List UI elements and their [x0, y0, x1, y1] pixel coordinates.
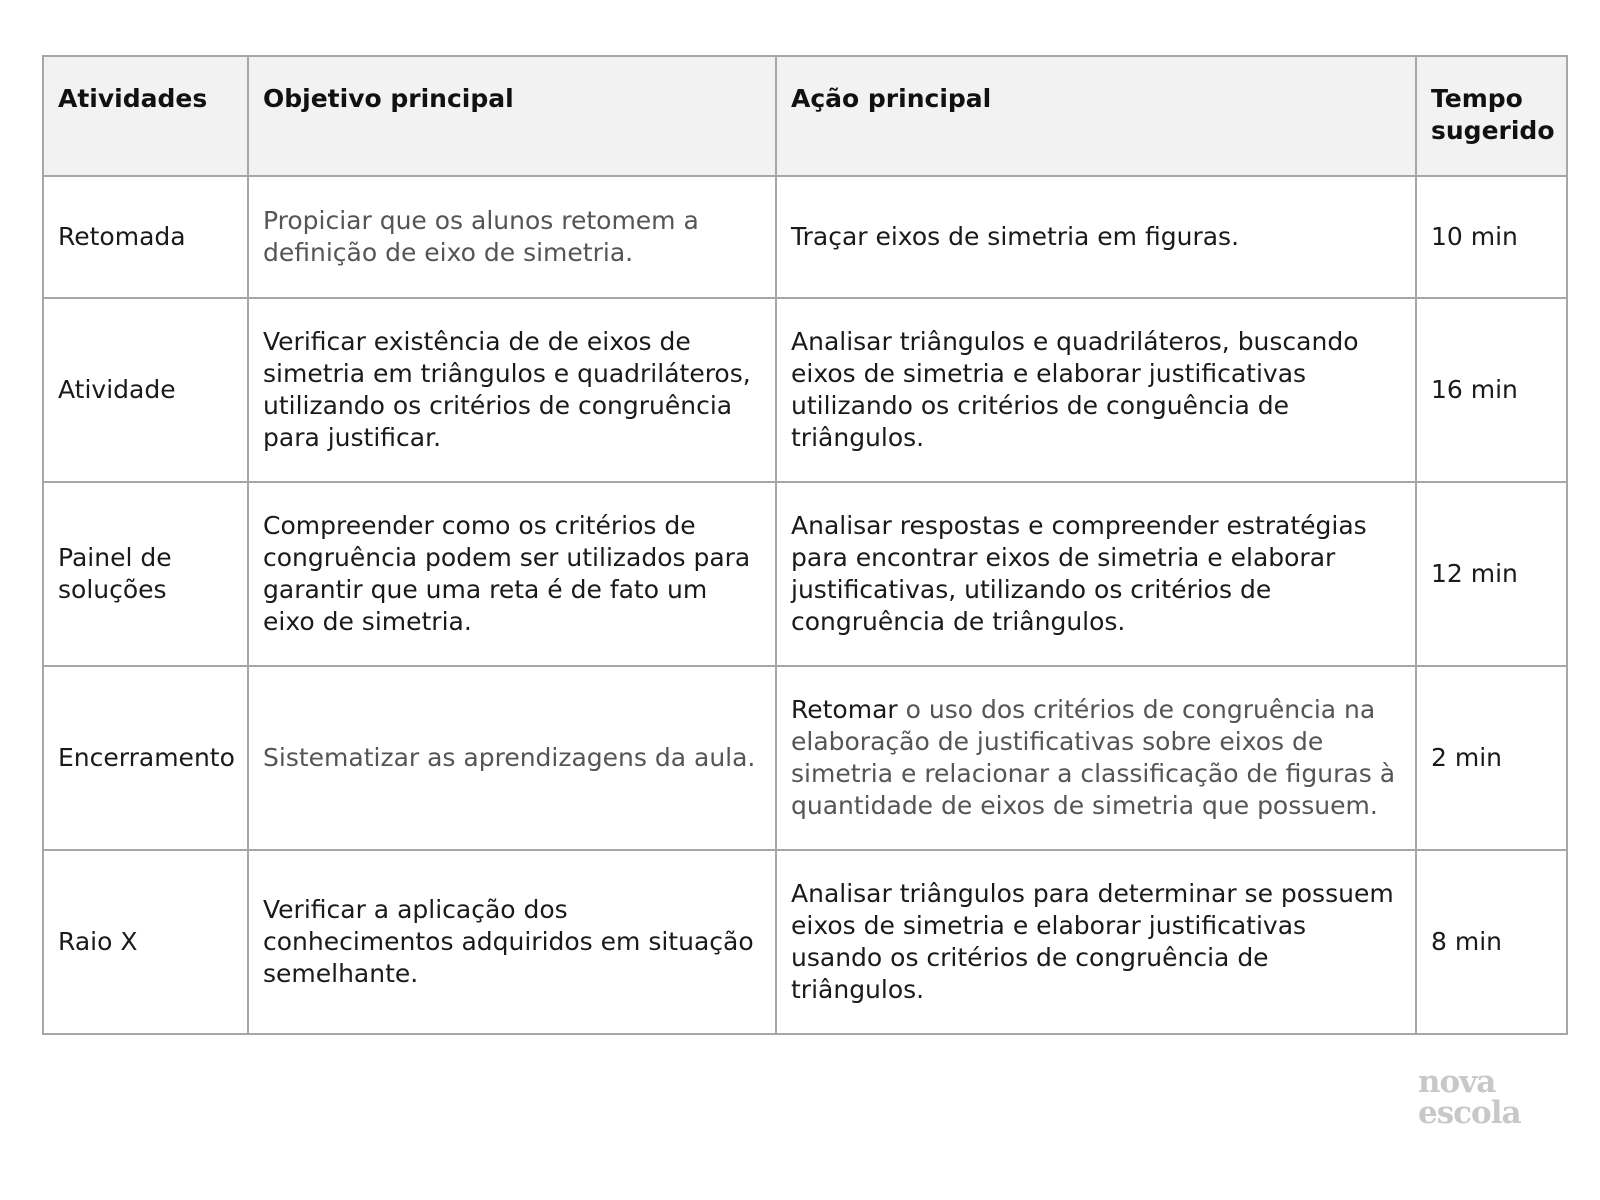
- cell-objetivo: Verificar existência de de eixos de simetria em triângulos e quadriláteros, utilizando os critérios de congruência para justificar.: [248, 298, 776, 482]
- cell-acao: Traçar eixos de simetria em figuras.: [776, 176, 1416, 298]
- cell-objetivo: Compreender como os critérios de congruência podem ser utilizados para garantir que uma reta é de fato um eixo de simetria.: [248, 482, 776, 666]
- table-header: [43, 56, 1567, 176]
- cell-tempo: 10 min: [1416, 176, 1567, 298]
- header-atividades: Atividades: [43, 56, 248, 176]
- acao-rest-text: o uso dos critérios de congruência na elaboração de justificativas sobre eixos de simetria e relacionar a classificação de figuras à quantidade de eixos de simetria que possuem.: [791, 695, 1396, 820]
- header-acao: Ação principal: [776, 56, 1416, 176]
- cell-atividade: Raio X: [43, 850, 248, 1034]
- nova-escola-logo: [1418, 1064, 1538, 1131]
- cell-acao: Analisar triângulos para determinar se possuem eixos de simetria e elaborar justificativas usando os critérios de congruência de triângulos.: [776, 850, 1416, 1034]
- logo-line-2: escola: [1418, 1095, 1521, 1131]
- cell-atividade: Painel de soluções: [43, 482, 248, 666]
- cell-objetivo: Sistematizar as aprendizagens da aula.: [248, 666, 776, 850]
- cell-tempo: 12 min: [1416, 482, 1567, 666]
- table-row: [43, 666, 1567, 850]
- logo-line-1: nova: [1418, 1064, 1496, 1100]
- cell-acao: [776, 666, 1416, 850]
- cell-acao: Analisar triângulos e quadriláteros, buscando eixos de simetria e elaborar justificativas utilizando os critérios de conguência de triângulos.: [776, 298, 1416, 482]
- cell-tempo: 8 min: [1416, 850, 1567, 1034]
- header-tempo: Tempo sugerido: [1416, 56, 1567, 176]
- header-objetivo: Objetivo principal: [248, 56, 776, 176]
- cell-acao: Analisar respostas e compreender estratégias para encontrar eixos de simetria e elaborar justificativas, utilizando os critérios de congruência de triângulos.: [776, 482, 1416, 666]
- cell-tempo: 16 min: [1416, 298, 1567, 482]
- cell-objetivo: Propiciar que os alunos retomem a definição de eixo de simetria.: [248, 176, 776, 298]
- cell-atividade: Retomada: [43, 176, 248, 298]
- cell-atividade: Atividade: [43, 298, 248, 482]
- acao-lead-text: Retomar: [791, 695, 898, 724]
- cell-tempo: 2 min: [1416, 666, 1567, 850]
- header-row: [43, 56, 1567, 176]
- lesson-plan-table: [42, 55, 1568, 1035]
- table-row: [43, 176, 1567, 298]
- table-row: [43, 482, 1567, 666]
- table-body: [43, 176, 1567, 1034]
- table-row: [43, 298, 1567, 482]
- table-row: [43, 850, 1567, 1034]
- cell-objetivo: Verificar a aplicação dos conhecimentos adquiridos em situação semelhante.: [248, 850, 776, 1034]
- cell-atividade: Encerramento: [43, 666, 248, 850]
